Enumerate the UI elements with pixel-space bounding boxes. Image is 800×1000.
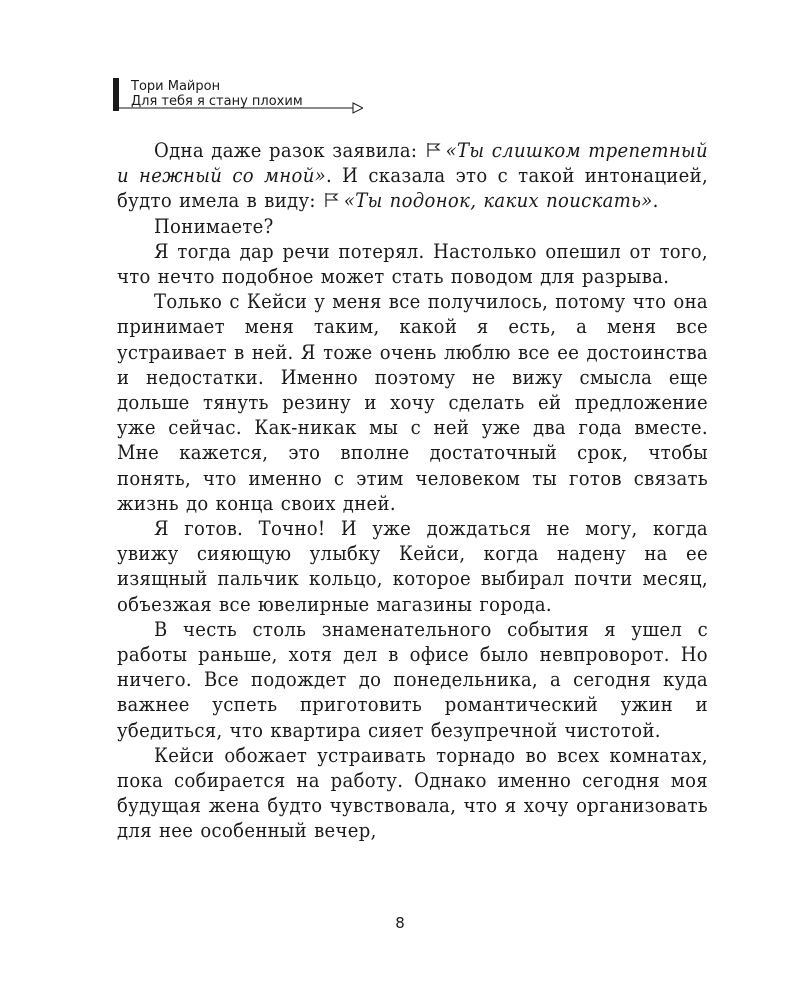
paragraph-text: Одна даже разок заявила: <box>154 138 425 162</box>
quote-text: «Ты подонок, каких поискать» <box>343 188 653 213</box>
paragraph: Кейси обожает устраивать торнадо во всех комнатах, пока собирается на работу. Однако именно сегодня моя будущая жена будто чувствовала, что я хочу организовать для нее особенный вечер, <box>117 742 708 843</box>
flag-icon <box>324 192 339 208</box>
paragraph-text: . И сказала это с такой интонацией, будто имела в виду: <box>117 163 709 213</box>
paragraph: Понимаете? <box>154 213 274 238</box>
flag-icon <box>426 142 441 158</box>
paragraph-text: . <box>652 188 659 213</box>
header-arrow-icon <box>113 102 363 114</box>
paragraph: Я готов. Точно! И уже дождаться не могу, когда увижу сияющую улыбку Кейси, когда надену на ее изящный пальчик кольцо, которое выбирал почти месяц, объезжая все ювелирные магазины города. <box>117 516 708 616</box>
paragraph: Я тогда дар речи потерял. Настолько опешил от того, что нечто подобное может стать поводом для разрыва. <box>117 238 708 289</box>
quote-text: «Ты слишком трепетный и нежный со мной» <box>117 138 708 188</box>
paragraph <box>117 138 708 214</box>
paragraph: В честь столь знаменательного события я ушел с работы раньше, хотя дел в офисе было невпроворот. Но ничего. Все подождет до понедельника, а сегодня куда важнее успеть приготовить романтический ужин и убедиться, что квартира сияет безупречной чистотой. <box>117 616 708 742</box>
page-number: 8 <box>395 914 405 932</box>
running-header <box>113 76 363 116</box>
header-book-title: Для тебя я стану плохим <box>131 94 303 109</box>
page-body <box>117 138 708 844</box>
header-author: Тори Майрон <box>131 79 221 94</box>
paragraph: Только с Кейси у меня все получилось, потому что она принимает меня таким, какой я есть, а меня все устраивает в ней. Я тоже очень люблю все ее достоинства и недостатки. Именно поэтому не вижу смысла еще дольше тянуть резину и хочу сделать ей предложение уже сейчас. Как-никак мы с ней уже два года вместе. Мне кажется, это вполне достаточный срок, чтобы понять, что именно с этим человеком ты готов связать жизнь до конца своих дней. <box>117 289 708 515</box>
